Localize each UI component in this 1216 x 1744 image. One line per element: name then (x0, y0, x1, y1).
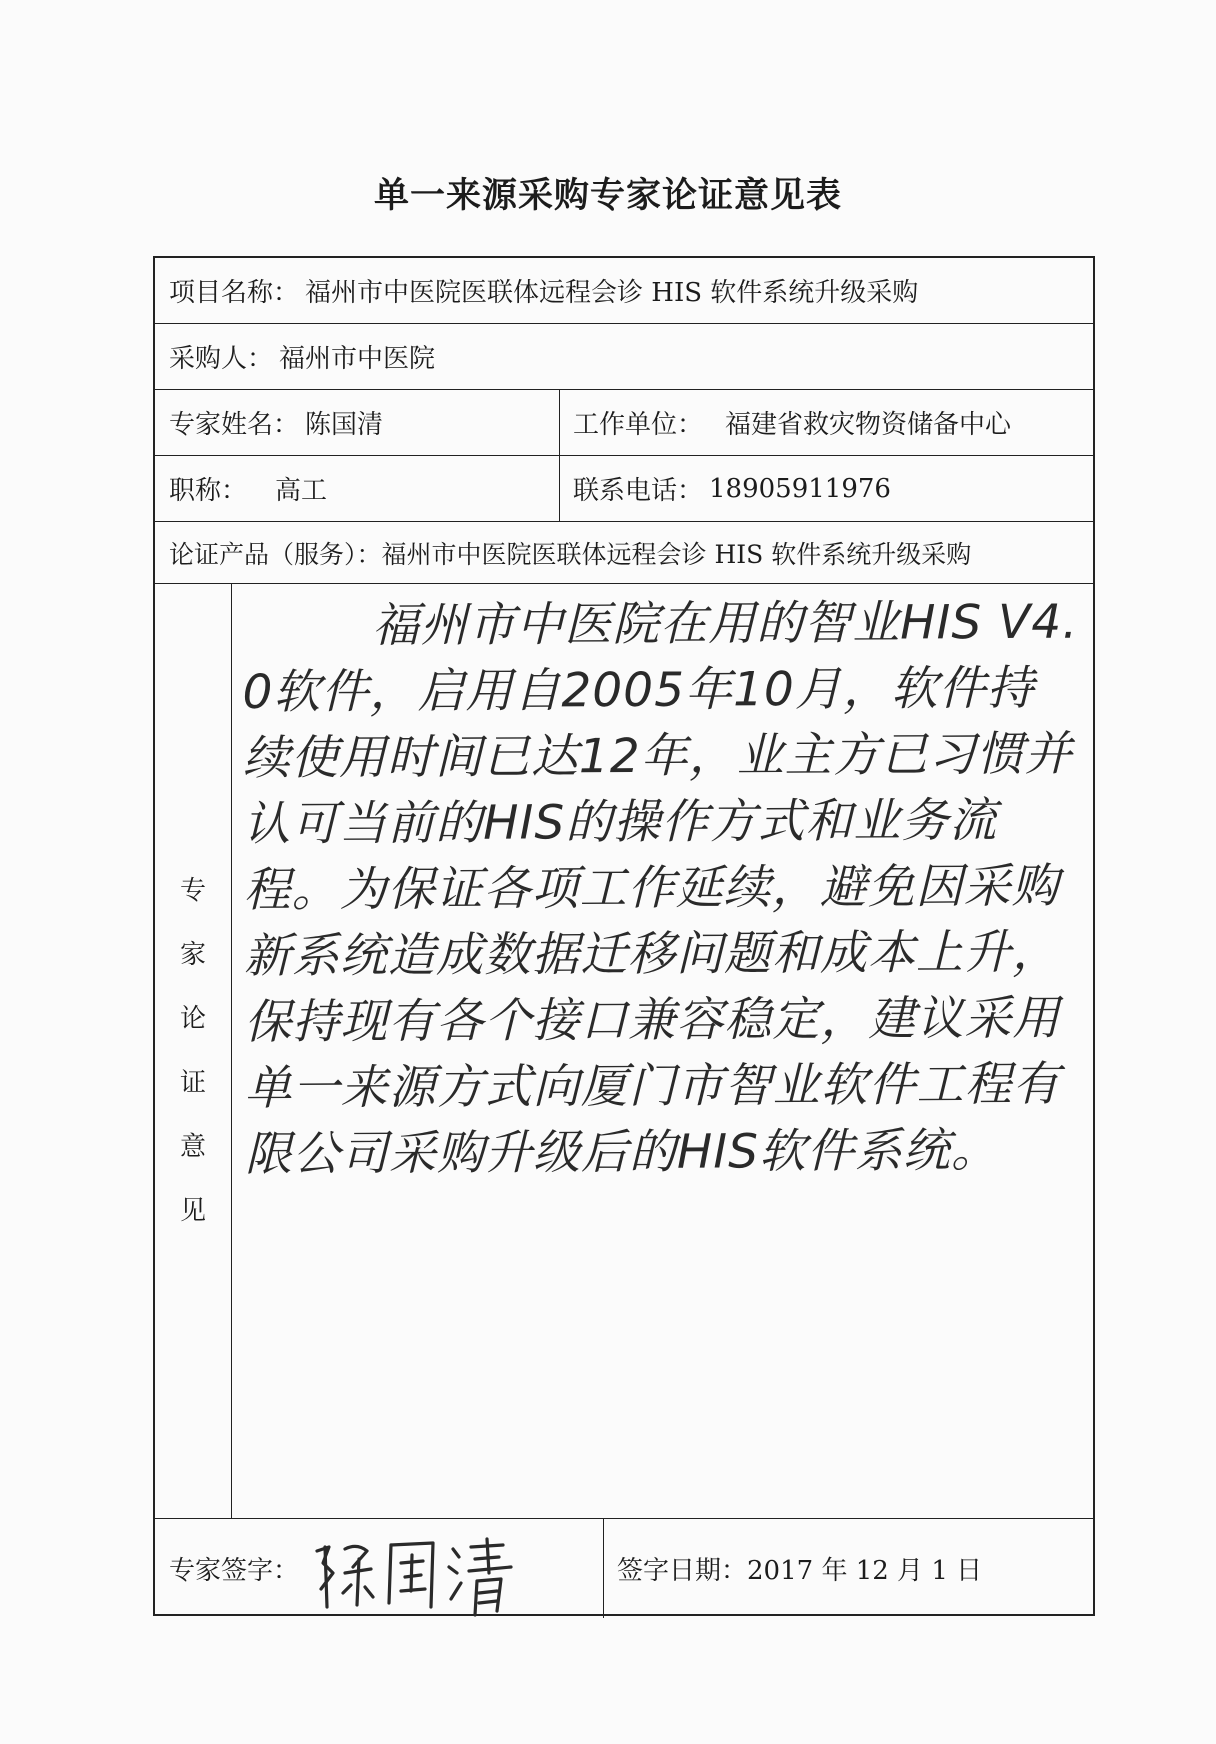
opinion-side-char: 专 (179, 876, 206, 906)
phone-value: 18905911976 (709, 473, 891, 504)
expert-value: 陈国清 (305, 410, 384, 440)
sign-date-label: 签字日期： (617, 1556, 748, 1586)
expert-label: 专家姓名： (169, 410, 300, 440)
opinion-body (232, 584, 1094, 1518)
product-row (155, 522, 1093, 584)
purchaser-label: 采购人： (169, 344, 274, 374)
project-label: 项目名称： (169, 278, 300, 308)
expert-row (155, 390, 1093, 456)
product-label: 论证产品（服务）： (169, 539, 382, 569)
phone-label: 联系电话： (573, 476, 704, 506)
rank-value: 高工 (275, 476, 328, 506)
opinion-side-char: 家 (179, 940, 206, 970)
product-value: 福州市中医院医联体远程会诊 HIS 软件系统升级采购 (381, 539, 972, 569)
opinion-handwritten-text: 福州市中医院在用的智业HIS V4.0软件，启用自2005年10月，软件持续使用时间已达12年，业主方已习惯并认可当前的HIS的操作方式和业务流程。为保证各项工作延续，避免因采购新系统造成数据迁移问题和成本上升，保持现有各个接口兼容稳定，建议采用单一来源方式向厦门市智业软件工程有限公司采购升级后的HIS软件系统。 (242, 594, 1079, 1182)
handwritten-signature-image (305, 1529, 525, 1619)
opinion-side-char: 意 (179, 1132, 206, 1162)
purchaser-row (155, 324, 1093, 390)
opinion-side-label (155, 584, 232, 1518)
opinion-side-char: 论 (179, 1004, 206, 1034)
workplace-value: 福建省救灾物资储备中心 (725, 410, 1012, 440)
opinion-side-char: 证 (179, 1068, 206, 1098)
rank-label: 职称： (169, 476, 248, 506)
rank-row (155, 456, 1093, 522)
sign-date-value: 2017 年 12 月 1 日 (747, 1556, 983, 1586)
project-row (155, 258, 1093, 324)
purchaser-value: 福州市中医院 (279, 344, 436, 374)
opinion-side-char: 见 (179, 1196, 206, 1226)
opinion-form (153, 256, 1095, 1616)
project-value: 福州市中医院医联体远程会诊 HIS 软件系统升级采购 (305, 278, 919, 308)
signature-row (155, 1518, 1093, 1618)
workplace-label: 工作单位： (573, 410, 704, 440)
signature-label: 专家签字： (169, 1556, 300, 1586)
document-title: 单一来源采购专家论证意见表 (373, 175, 842, 216)
